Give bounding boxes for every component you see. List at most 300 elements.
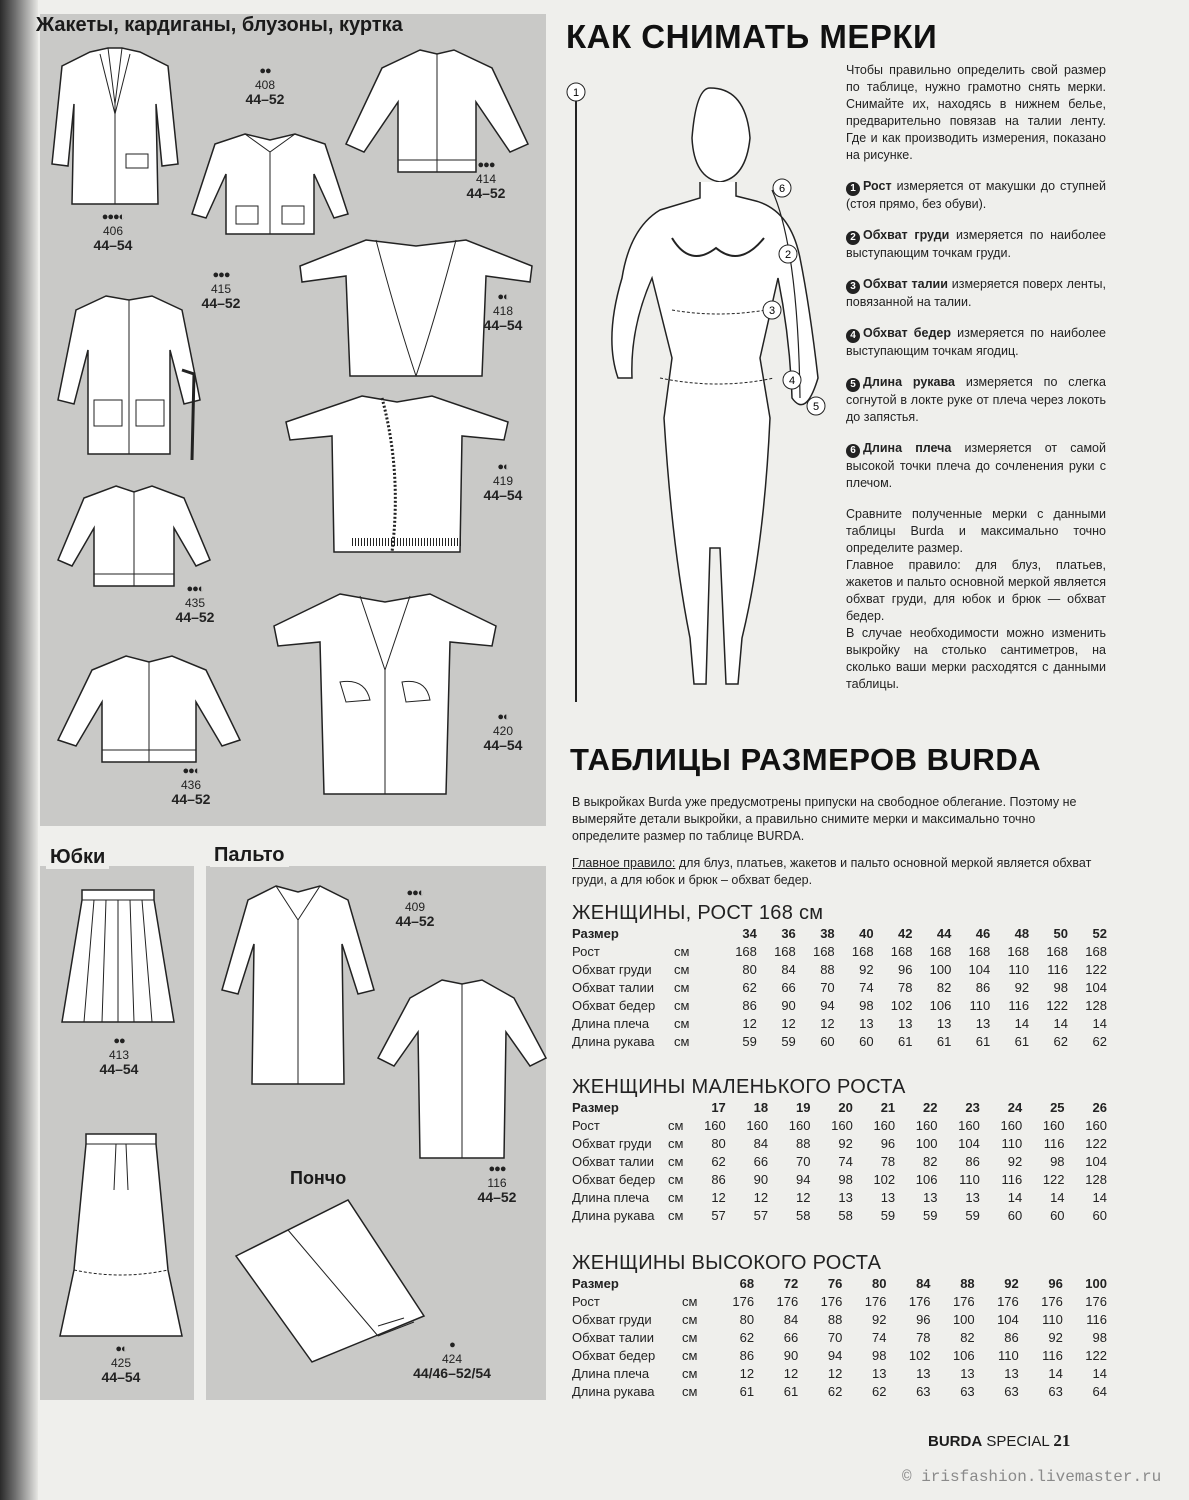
table-cell: 84	[753, 1136, 769, 1151]
size-header-cell: 34	[742, 926, 757, 941]
difficulty-dots: ●●●	[477, 159, 495, 171]
garment-425-label	[86, 1342, 156, 1384]
table-cell: 12	[827, 1366, 843, 1381]
table-cell: 104	[1085, 980, 1107, 995]
table-cell: 70	[796, 1154, 811, 1169]
table-cell: 98	[1092, 1330, 1107, 1345]
table-cell: 12	[742, 1016, 757, 1031]
table-cell: 82	[960, 1330, 975, 1345]
table-cell: 168	[812, 944, 835, 959]
table-cell: 176	[908, 1294, 931, 1309]
table-cell: 60	[1092, 1208, 1107, 1223]
table-cell: 168	[1085, 944, 1107, 959]
poncho-section-title: Пончо	[290, 1168, 347, 1188]
table-row	[572, 1189, 1107, 1207]
table-cell: 100	[915, 1136, 938, 1151]
garment-419-label	[470, 460, 536, 502]
measure-item-6	[846, 440, 1106, 492]
table-cell: 92	[859, 962, 874, 977]
table-header-row	[572, 925, 1107, 943]
table-cell: 74	[859, 980, 874, 995]
table-cell: 102	[873, 1172, 896, 1187]
row-label: Длина рукава	[572, 1034, 655, 1049]
table-cell: 116	[1043, 1136, 1065, 1151]
table-row	[572, 1135, 1107, 1153]
model-number: 408	[254, 78, 276, 92]
table-cell: 60	[1007, 1208, 1023, 1223]
table-row	[572, 1117, 1107, 1135]
table-cell: 14	[1092, 1016, 1107, 1031]
size-range: 44–54	[483, 487, 523, 503]
garment-408-label	[230, 64, 300, 106]
difficulty-dots: ●●◐	[182, 765, 200, 777]
measure-text: измеряется по слегка согнутой в локте руке от плеча через локоть до запястья.	[846, 375, 1106, 424]
table-cell: 13	[916, 1366, 931, 1381]
number-badge: 1	[846, 182, 860, 196]
watermark: © irisfashion.livemaster.ru	[902, 1468, 1162, 1486]
row-unit: см	[674, 998, 690, 1013]
difficulty-dots: ●●◐	[406, 887, 424, 899]
row-unit: см	[674, 980, 690, 995]
model-number: 419	[492, 474, 514, 488]
table-cell: 168	[1046, 944, 1069, 959]
size-range: 44–54	[99, 1061, 139, 1077]
footer-page-number: 21	[1053, 1431, 1071, 1450]
difficulty-dots: ●●	[259, 65, 271, 77]
row-label: Обхват груди	[572, 1136, 652, 1151]
size-header-cell: 76	[827, 1276, 843, 1291]
table-cell: 13	[936, 1016, 952, 1031]
size-range: 44–52	[466, 185, 506, 201]
table-cell: 110	[1042, 1312, 1063, 1327]
table-cell: 128	[1085, 1172, 1107, 1187]
tables-rule-text: для блуз, платьев, жакетов и пальто основной меркой является обхват груди, а для юбок и брюк – обхват бедер.	[572, 856, 1092, 887]
table-cell: 63	[1004, 1384, 1019, 1399]
table-cell: 176	[820, 1294, 843, 1309]
row-label: Длина плеча	[572, 1190, 650, 1205]
table-cell: 98	[859, 998, 874, 1013]
table-cell: 110	[969, 998, 991, 1013]
table-cell: 104	[968, 962, 991, 977]
table-cell: 110	[1001, 1136, 1023, 1151]
measure-instructions	[846, 62, 1106, 693]
table-cell: 160	[958, 1118, 980, 1133]
table-row	[572, 961, 1107, 979]
table-cell: 98	[1050, 1154, 1065, 1169]
garment-409-drawing	[218, 880, 378, 1090]
table-cell: 116	[1042, 1348, 1063, 1363]
table-cell: 116	[1008, 998, 1030, 1013]
table-cell: 94	[820, 998, 835, 1013]
svg-text:2: 2	[784, 249, 792, 261]
model-number: 418	[492, 304, 514, 318]
size-header-cell: 96	[1048, 1276, 1063, 1291]
table-cell: 104	[958, 1136, 980, 1151]
size-range: 44–54	[101, 1369, 141, 1385]
table-cell: 160	[1085, 1118, 1107, 1133]
model-number: 116	[487, 1176, 507, 1190]
table-cell: 13	[880, 1190, 896, 1205]
number-badge: 6	[846, 444, 860, 458]
table-cell: 106	[952, 1348, 975, 1363]
garment-425-drawing	[56, 1130, 186, 1340]
measure-term: Рост	[863, 179, 892, 193]
table-cell: 86	[1004, 1330, 1019, 1345]
table-row	[572, 1347, 1107, 1365]
table-cell: 62	[871, 1384, 887, 1399]
table-cell: 110	[998, 1348, 1019, 1363]
row-label: Обхват талии	[572, 1330, 655, 1345]
table-cell: 62	[1092, 1034, 1107, 1049]
table-cell: 168	[774, 944, 796, 959]
measure-text: измеряется по наиболее выступающим точкам груди.	[846, 228, 1106, 260]
table-cell: 90	[783, 1348, 799, 1363]
table-row	[572, 1365, 1107, 1383]
table-row	[572, 1383, 1107, 1401]
measure-item-5	[846, 374, 1106, 426]
table-row	[572, 1171, 1107, 1189]
table-cell: 128	[1085, 998, 1107, 1013]
table-3-title: ЖЕНЩИНЫ ВЫСОКОГО РОСТА	[572, 1252, 882, 1274]
measure-title: КАК СНИМАТЬ МЕРКИ	[566, 18, 938, 55]
table-cell: 160	[831, 1118, 853, 1133]
table-cell: 92	[871, 1312, 887, 1327]
table-cell: 13	[923, 1190, 938, 1205]
table-header-row	[572, 1099, 1107, 1117]
table-cell: 13	[871, 1366, 887, 1381]
size-range: 44–52	[201, 295, 241, 311]
measure-text: измеряется по наиболее выступающим точкам ягодиц.	[846, 326, 1106, 358]
table-cell: 116	[1001, 1172, 1023, 1187]
table-cell: 63	[916, 1384, 931, 1399]
table-cell: 59	[742, 1034, 757, 1049]
table-cell: 13	[975, 1016, 991, 1031]
table-cell: 160	[746, 1118, 769, 1133]
table-cell: 13	[859, 1016, 874, 1031]
table-row	[572, 1293, 1107, 1311]
garment-415-drawing	[54, 290, 204, 460]
table-cell: 96	[897, 962, 913, 977]
table-cell: 78	[916, 1330, 931, 1345]
body-measurement-figure	[560, 78, 836, 718]
header-unit-spacer	[668, 1099, 683, 1117]
model-number: 409	[404, 900, 426, 914]
size-header-cell: 72	[783, 1276, 799, 1291]
table-row	[572, 943, 1107, 961]
number-badge: 3	[846, 280, 860, 294]
row-unit: см	[674, 1034, 690, 1049]
model-number: 424	[441, 1352, 463, 1366]
table-cell: 58	[796, 1208, 811, 1223]
table-cell: 80	[742, 962, 757, 977]
difficulty-dots: ●◐	[115, 1343, 127, 1355]
model-number: 413	[108, 1048, 130, 1062]
table-cell: 61	[897, 1034, 913, 1049]
row-label: Обхват бедер	[572, 1348, 656, 1363]
table-cell: 59	[923, 1208, 938, 1223]
size-header-cell: 18	[753, 1100, 769, 1115]
table-cell: 61	[936, 1034, 952, 1049]
table-cell: 78	[897, 980, 913, 995]
table-cell: 14	[1092, 1190, 1107, 1205]
table-cell: 116	[1047, 962, 1069, 977]
table-cell: 98	[838, 1172, 853, 1187]
number-badge: 5	[846, 378, 860, 392]
table-cell: 122	[1085, 962, 1107, 977]
row-label: Рост	[572, 1294, 600, 1309]
measure-outro-3: В случае необходимости можно изменить выкройку на столько сантиметров, на сколько ваши мерки расходятся с данными таблицы.	[846, 626, 1106, 691]
size-header-cell: 52	[1092, 926, 1107, 941]
page-footer	[928, 1431, 1070, 1451]
tables-title: ТАБЛИЦЫ РАЗМЕРОВ BURDA	[570, 742, 1042, 777]
garment-436-drawing	[54, 650, 244, 768]
header-unit-spacer	[682, 1275, 710, 1293]
measure-term: Длина рукава	[863, 375, 955, 389]
footer-special: SPECIAL	[986, 1433, 1050, 1450]
table-cell: 80	[711, 1136, 726, 1151]
table-cell: 13	[1004, 1366, 1019, 1381]
table-1-title: ЖЕНЩИНЫ, РОСТ 168 см	[572, 902, 824, 924]
size-header-cell: 84	[916, 1276, 931, 1291]
table-cell: 122	[1042, 1172, 1065, 1187]
table-cell: 168	[968, 944, 991, 959]
measure-item-1	[846, 178, 1106, 213]
table-cell: 12	[781, 1016, 796, 1031]
measure-text: измеряется от самой высокой точки плеча до сочленения руки с плечом.	[846, 441, 1106, 490]
table-cell: 61	[975, 1034, 991, 1049]
table-cell: 86	[742, 998, 757, 1013]
difficulty-dots: ●●◐	[186, 583, 204, 595]
table-cell: 62	[1053, 1034, 1069, 1049]
row-unit: см	[682, 1366, 698, 1381]
table-cell: 84	[783, 1312, 799, 1327]
table-cell: 122	[1046, 998, 1069, 1013]
number-badge: 4	[846, 329, 860, 343]
table-cell: 94	[796, 1172, 811, 1187]
garment-420-drawing	[270, 590, 500, 800]
table-cell: 62	[739, 1330, 755, 1345]
table-cell: 82	[923, 1154, 938, 1169]
tables-intro-text: В выкройках Burda уже предусмотрены припуски на свободное облегание. Поэтому не вымеряйте детали выкройки, а правильно снимите мерки и максимально точно определите размер по таблице BURDA.	[572, 795, 1077, 843]
row-label: Длина рукава	[572, 1384, 655, 1399]
table-row	[572, 979, 1107, 997]
table-cell: 59	[880, 1208, 896, 1223]
table-cell: 122	[1085, 1348, 1107, 1363]
skirts-section-title: Юбки	[46, 846, 109, 869]
header-label: Размер	[572, 1100, 619, 1115]
table-cell: 86	[965, 1154, 980, 1169]
model-number: 436	[180, 778, 202, 792]
table-cell: 74	[871, 1330, 887, 1345]
table-cell: 12	[796, 1190, 811, 1205]
size-range: 44–54	[483, 317, 523, 333]
table-cell: 14	[1014, 1016, 1030, 1031]
row-label: Длина рукава	[572, 1208, 655, 1223]
size-header-cell: 24	[1007, 1100, 1023, 1115]
tables-rule-label: Главное правило:	[572, 856, 676, 870]
tables-rule	[572, 855, 1092, 889]
table-cell: 160	[915, 1118, 938, 1133]
table-cell: 106	[915, 1172, 938, 1187]
table-cell: 88	[827, 1312, 843, 1327]
table-cell: 61	[783, 1384, 799, 1399]
row-unit: см	[674, 962, 690, 977]
size-header-cell: 44	[936, 926, 952, 941]
row-unit: см	[668, 1172, 684, 1187]
table-cell: 122	[1085, 1136, 1107, 1151]
difficulty-dots: ●●●	[488, 1163, 506, 1175]
table-cell: 90	[781, 998, 796, 1013]
model-number: 425	[110, 1356, 132, 1370]
header-label: Размер	[572, 1276, 619, 1291]
measure-item-3	[846, 276, 1106, 311]
model-number: 406	[102, 224, 124, 238]
garment-424-label	[394, 1338, 510, 1380]
table-2-title: ЖЕНЩИНЫ МАЛЕНЬКОГО РОСТА	[572, 1076, 906, 1098]
difficulty-dots: ●●	[113, 1035, 125, 1047]
measure-intro: Чтобы правильно определить свой размер по таблице, нужно грамотно снять мерки. Снимайте их, находясь в нижнем белье, предварительно повязав на талии ленту. Где и как производить измерения, показано на рисунке.	[846, 63, 1106, 162]
difficulty-dots: ●●●	[212, 269, 230, 281]
size-header-cell: 40	[859, 926, 874, 941]
table-row	[572, 1329, 1107, 1347]
row-label: Обхват бедер	[572, 998, 656, 1013]
table-cell: 57	[753, 1208, 769, 1223]
table-cell: 14	[1007, 1190, 1023, 1205]
measure-term: Обхват груди	[863, 228, 950, 242]
difficulty-dots: ●●●◐	[101, 211, 125, 223]
row-unit: см	[668, 1208, 684, 1223]
garment-415-label	[186, 268, 256, 310]
table-cell: 176	[997, 1294, 1019, 1309]
size-header-cell: 46	[975, 926, 991, 941]
table-cell: 12	[820, 1016, 835, 1031]
table-cell: 110	[959, 1172, 980, 1187]
table-cell: 62	[742, 980, 757, 995]
table-cell: 62	[711, 1154, 726, 1169]
size-header-cell: 21	[880, 1100, 896, 1115]
measure-outro-2: Главное правило: для блуз, платьев, жакетов и пальто основной меркой является обхват груди, для юбок и брюк — обхват бедер.	[846, 558, 1106, 623]
garment-406-label	[78, 210, 148, 252]
table-cell: 160	[873, 1118, 896, 1133]
size-header-cell: 68	[739, 1276, 755, 1291]
table-cell: 74	[838, 1154, 853, 1169]
row-unit: см	[682, 1348, 698, 1363]
difficulty-dots: ●◐	[497, 291, 509, 303]
row-unit: см	[668, 1154, 684, 1169]
table-cell: 96	[916, 1312, 931, 1327]
table-cell: 14	[1053, 1016, 1069, 1031]
table-cell: 14	[1050, 1190, 1065, 1205]
size-header-cell: 26	[1092, 1100, 1107, 1115]
table-cell: 160	[788, 1118, 811, 1133]
table-cell: 110	[1008, 962, 1030, 977]
row-unit: см	[682, 1312, 698, 1327]
table-cell: 60	[859, 1034, 874, 1049]
table-row	[572, 1033, 1107, 1051]
table-cell: 168	[735, 944, 757, 959]
table-cell: 63	[1048, 1384, 1063, 1399]
size-range: 44–52	[175, 609, 215, 625]
table-cell: 82	[936, 980, 952, 995]
table-cell: 176	[1041, 1294, 1063, 1309]
measure-text: измеряется от макушки до ступней (стоя прямо, без обуви).	[846, 179, 1106, 211]
table-cell: 168	[1007, 944, 1030, 959]
measure-item-2	[846, 227, 1106, 262]
garment-436-label	[156, 764, 226, 806]
table-cell: 100	[952, 1312, 975, 1327]
row-unit: см	[674, 944, 690, 959]
svg-text:3: 3	[768, 305, 776, 317]
table-cell: 13	[897, 1016, 913, 1031]
table-cell: 14	[1092, 1366, 1107, 1381]
size-header-cell: 25	[1050, 1100, 1065, 1115]
garment-116-label	[462, 1162, 532, 1204]
table-cell: 61	[739, 1384, 755, 1399]
table-cell: 88	[820, 962, 835, 977]
size-header-cell: 50	[1053, 926, 1069, 941]
table-cell: 12	[711, 1190, 726, 1205]
table-cell: 60	[820, 1034, 835, 1049]
measure-item-4	[846, 325, 1106, 360]
model-number: 435	[184, 596, 206, 610]
measure-term: Обхват бедер	[863, 326, 952, 340]
table-cell: 92	[838, 1136, 853, 1151]
table-cell: 60	[1050, 1208, 1065, 1223]
garment-418-label	[470, 290, 536, 332]
table-row	[572, 1015, 1107, 1033]
size-table-168	[572, 925, 1107, 1051]
table-header-row	[572, 1275, 1107, 1293]
row-label: Рост	[572, 944, 600, 959]
jackets-section-title: Жакеты, кардиганы, блузоны, куртка	[36, 14, 403, 36]
table-cell: 104	[997, 1312, 1019, 1327]
table-cell: 63	[960, 1384, 975, 1399]
table-cell: 116	[1086, 1312, 1107, 1327]
table-cell: 92	[1014, 980, 1030, 995]
table-cell: 86	[711, 1172, 726, 1187]
number-badge: 2	[846, 231, 860, 245]
row-label: Рост	[572, 1118, 600, 1133]
size-header-cell: 36	[781, 926, 796, 941]
size-header-cell: 88	[960, 1276, 975, 1291]
table-cell: 88	[796, 1136, 811, 1151]
table-cell: 84	[781, 962, 796, 977]
size-range: 44–52	[395, 913, 435, 929]
table-cell: 86	[739, 1348, 755, 1363]
header-unit-spacer	[674, 925, 718, 943]
table-cell: 168	[851, 944, 874, 959]
row-unit: см	[668, 1190, 684, 1205]
row-unit: см	[682, 1330, 698, 1345]
table-cell: 58	[838, 1208, 853, 1223]
table-cell: 100	[929, 962, 952, 977]
table-cell: 66	[753, 1154, 769, 1169]
table-cell: 12	[753, 1190, 769, 1205]
svg-text:6: 6	[778, 183, 786, 195]
table-cell: 106	[929, 998, 952, 1013]
row-label: Длина плеча	[572, 1016, 650, 1031]
table-cell: 80	[739, 1312, 755, 1327]
size-range: 44–52	[477, 1189, 517, 1205]
coats-section-title: Пальто	[210, 844, 289, 867]
size-header-cell: 17	[711, 1100, 726, 1115]
tables-intro	[572, 794, 1092, 889]
garment-408-drawing	[190, 128, 350, 238]
row-label: Длина плеча	[572, 1366, 650, 1381]
size-header-cell: 23	[965, 1100, 980, 1115]
footer-brand: BURDA	[928, 1433, 983, 1450]
table-cell: 12	[739, 1366, 755, 1381]
